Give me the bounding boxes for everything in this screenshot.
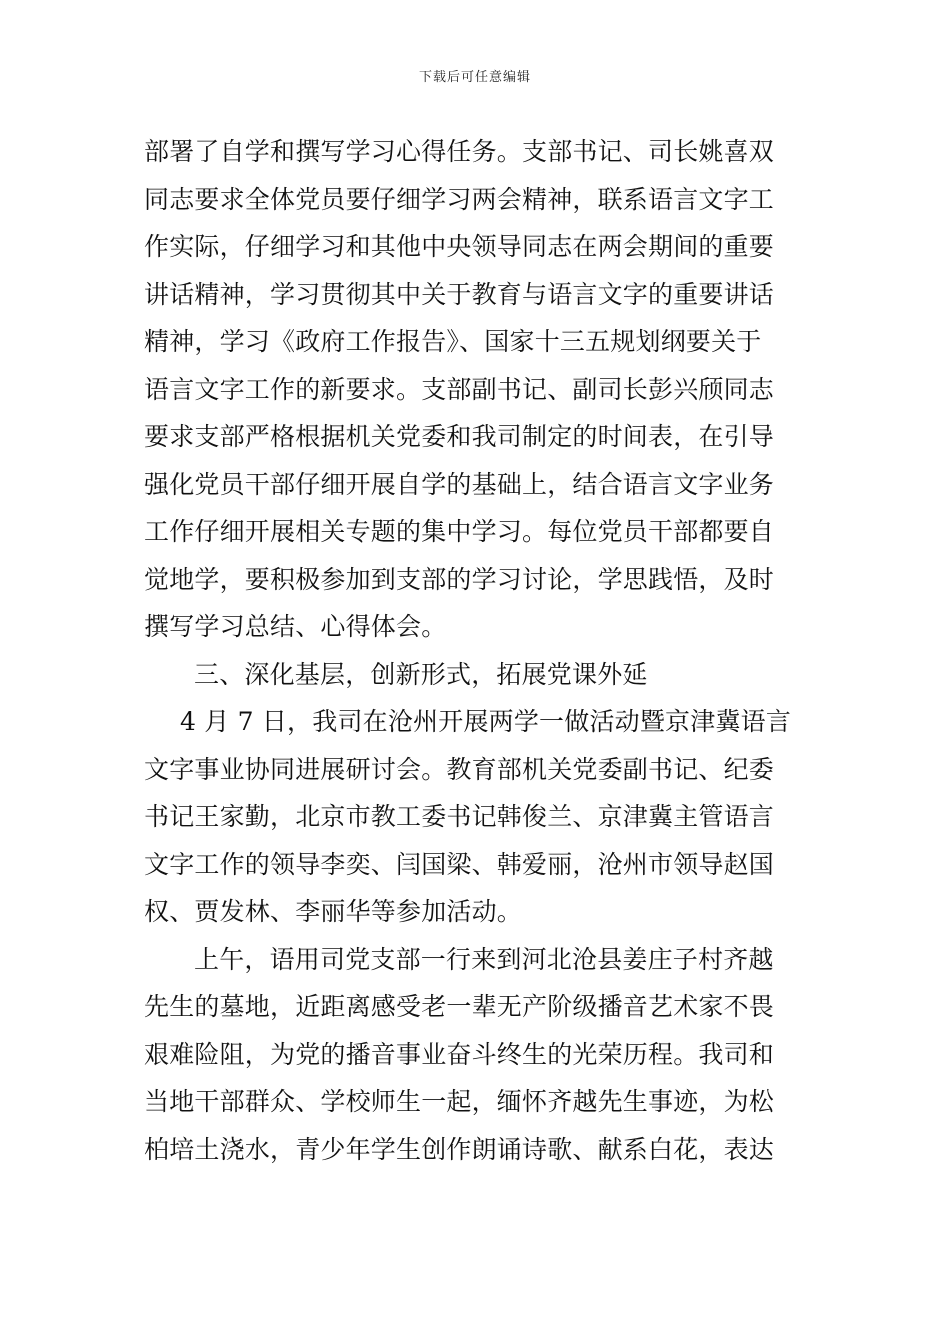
document-body xyxy=(144,128,816,1173)
paragraph-first-line: 上午，语用司党支部一行来到河北沧县姜庄子村齐越 xyxy=(194,944,774,974)
text-line: 文字工作的领导李奕、闫国梁、韩爱丽，沧州市领导赵国 xyxy=(144,849,775,879)
text-line: 精神，学习《政府工作报告》、国家十三五规划纲要关于 xyxy=(144,327,762,356)
text-line: 要求支部严格根据机关党委和我司制定的时间表，在引导 xyxy=(144,422,775,451)
text-line: 工作仔细开展相关专题的集中学习。每位党员干部都要自 xyxy=(144,517,775,546)
text-line: 部署了自学和撰写学习心得任务。支部书记、司长姚喜双 xyxy=(144,137,775,166)
text-line: 觉地学，要积极参加到支部的学习讨论，学思践悟，及时 xyxy=(144,564,775,594)
text-line: 撰写学习总结、心得体会。 xyxy=(144,612,447,641)
text-line: 讲话精神，学习贯彻其中关于教育与语言文字的重要讲话 xyxy=(144,279,775,309)
text-line: 作实际，仔细学习和其他中央领导同志在两会期间的重要 xyxy=(144,232,775,261)
text-line: 强化党员干部仔细开展自学的基础上，结合语言文字业务 xyxy=(144,469,775,499)
text-line: 艰难险阻，为党的播音事业奋斗终生的光荣历程。我司和 xyxy=(144,1039,775,1069)
text-line: 先生的墓地，近距离感受老一辈无产阶级播音艺术家不畏 xyxy=(144,992,775,1021)
text-line: 同志要求全体党员要仔细学习两会精神，联系语言文字工 xyxy=(144,184,775,214)
text-line: 书记王家勤，北京市教工委书记韩俊兰、京津冀主管语言 xyxy=(144,802,775,831)
text-line: 语言文字工作的新要求。支部副书记、副司长彭兴颀同志 xyxy=(144,374,775,404)
paragraph-first-line: 4 月 7 日，我司在沧州开展两学一做活动暨京津冀语言 xyxy=(180,707,792,736)
text-line: 当地干部群众、学校师生一起，缅怀齐越先生事迹，为松 xyxy=(144,1087,775,1116)
text-line: 柏培土浇水，青少年学生创作朗诵诗歌、献系白花，表达 xyxy=(144,1134,775,1164)
section-heading: 三、深化基层，创新形式，拓展党课外延 xyxy=(194,659,648,689)
text-line: 文字事业协同进展研讨会。教育部机关党委副书记、纪委 xyxy=(144,754,775,784)
text-line: 权、贾发林、李丽华等参加活动。 xyxy=(144,897,523,926)
page-header: 下载后可任意编辑 xyxy=(418,70,531,85)
